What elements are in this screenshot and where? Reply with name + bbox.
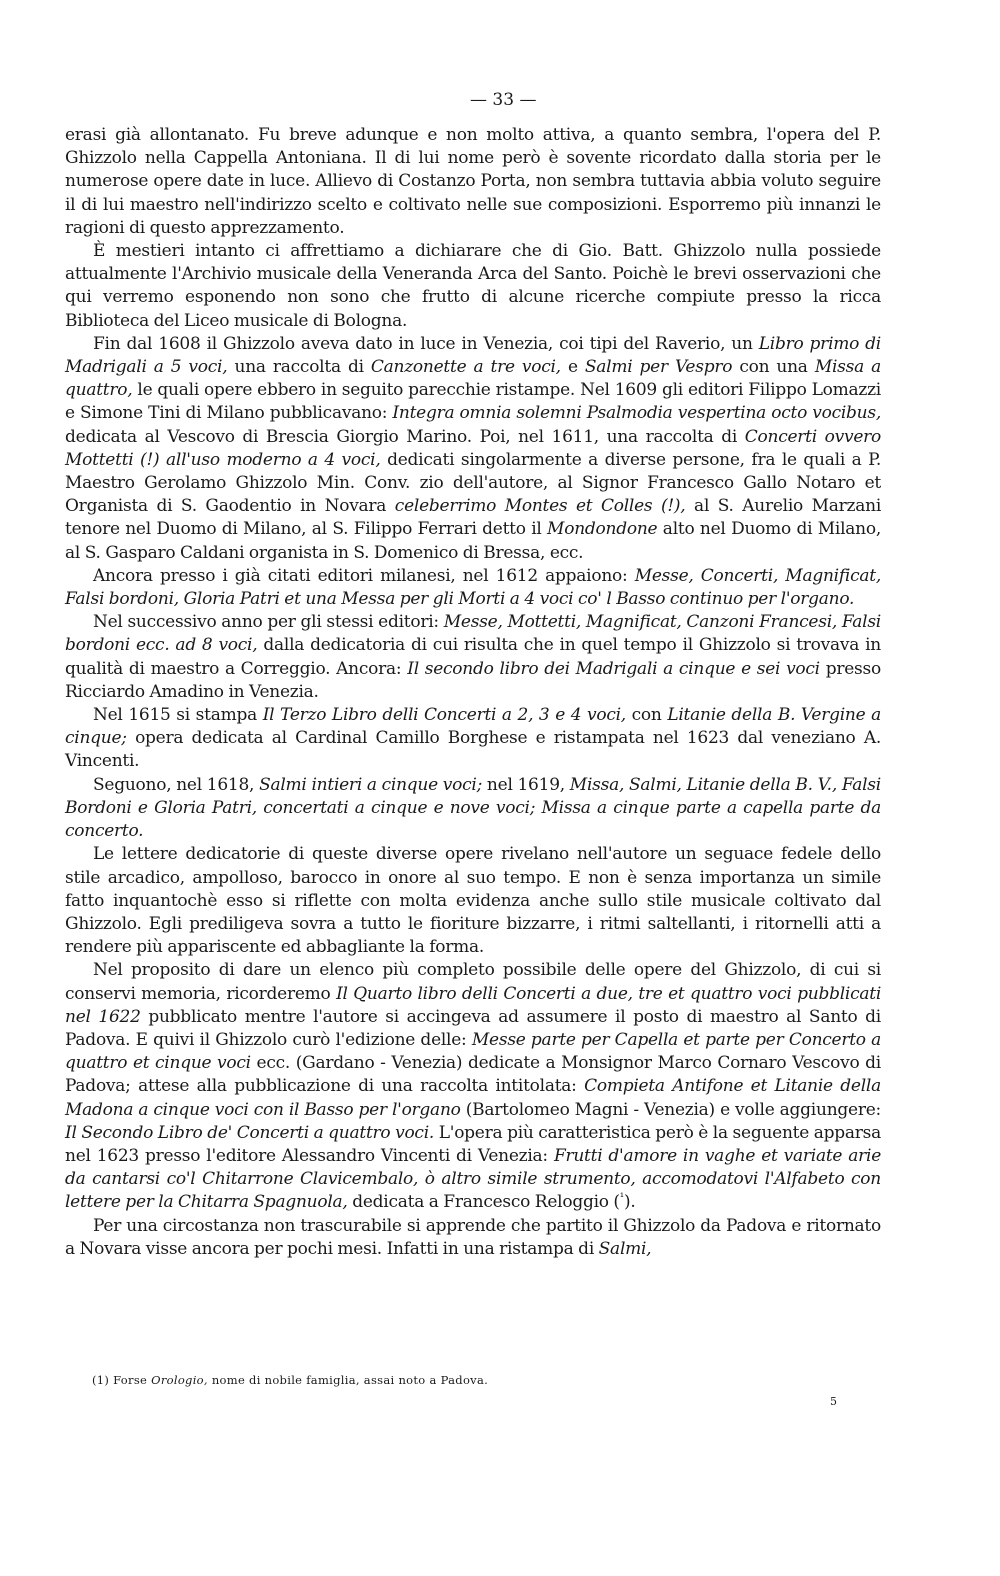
italic-title: Integra omnia solemni Psalmodia vespertina octo vocibus,: [392, 403, 881, 424]
page-number: — 33 —: [470, 90, 537, 110]
text-run: pubblicato mentre l'autore si accingeva ad assumere il posto di maestro al Santo di Padova. E quivi il Ghizzolo curò l'edizione delle:: [65, 1006, 881, 1050]
italic-title: Il Secondo Libro de' Concerti a quattro voci.: [65, 1122, 435, 1143]
text-run: erasi già allontanato. Fu breve adunque e non molto attiva, a quanto sembra, l'opera del P. Ghizzolo nella Cappella Antoniana. Il di lui nome però è sovente ricordato dalla storia per le numerose opere date in luce. Allievo di Costanzo Porta, non sembra tuttavia abbia voluto seguire il di lui maestro nell'indirizzo scelto e coltivato nelle sue composizioni. Esporremo più innanzi le ragioni di questo apprezzamento.: [65, 125, 881, 238]
italic-title: Il Quarto libro delli Concerti a due, tre et quattro voci pubblicati nel 1622: [65, 983, 882, 1027]
italic-title: Messe, Mottetti, Magnificat, Canzoni Francesi, Falsi bordoni ecc. ad 8 voci,: [65, 612, 881, 656]
italic-title: Messe, Concerti, Magnificat, Falsi bordoni, Gloria Patri et una Messa per gli Morti a 4 voci co' l Basso continuo per l'organo.: [65, 565, 881, 610]
text-run: al S. Aurelio Marzani tenore nel Duomo di Milano, al S. Filippo Ferrari detto il: [65, 496, 881, 540]
italic-title: Mondondone: [547, 519, 658, 540]
italic-title: Salmi per Vespro: [584, 357, 733, 378]
text-run: alto nel Duomo di Milano, al S. Gasparo Caldani organista in S. Domenico di Bressa, ecc.: [65, 519, 881, 563]
text-run: opera dedicata al Cardinal Camillo Borghese e ristampata nel 1623 dal veneziano A. Vincenti.: [65, 728, 881, 772]
italic-title: Compieta Antifone et Litanie della Madona a cinque voci con il Basso per l'organo: [65, 1076, 881, 1120]
text-run: (Bartolomeo Magni - Venezia) e volle aggiungere:: [460, 1099, 882, 1120]
text-run: Ancora presso i già citati editori milanesi, nel 1612 appaiono:: [93, 565, 635, 586]
italic-title: Libro primo di Madrigali a 5 voci,: [65, 333, 881, 378]
italic-title: Il secondo libro dei Madrigali a cinque e sei voci: [407, 658, 820, 679]
paragraph: [65, 240, 881, 333]
text-run: ¹: [619, 1190, 624, 1204]
text-run: nel 1619,: [482, 774, 570, 795]
italic-title: Missa, Salmi, Litanie della B. V., Falsi Bordoni e Gloria Patri, concertati a cinque e nove voci; Missa a cinque parte a capella parte da concerto.: [65, 774, 881, 842]
text-run: le quali opere ebbero in seguito parecchie ristampe. Nel 1609 gli editori Filippo Lomazzi e Simone Tini di Milano pubblicavano:: [65, 380, 881, 424]
italic-title: Messe parte per Capella et parte per Concerto a quattro et cinque voci: [65, 1029, 881, 1074]
text-run: Le lettere dedicatorie di queste diverse opere rivelano nell'autore un seguace fedele dello stile arcadico, ampolloso, barocco in onore al suo tempo. E non è senza importanza un simile fatto inquantochè esso si riflette con molta evidenza anche sullo stile musicale coltivato dal Ghizzolo. Egli prediligeva sovra a tutto le fioriture bizzarre, i ritmi saltellanti, i ritornelli atti a rendere più appariscente ed abbagliante la forma.: [65, 844, 881, 958]
italic-title: Concerti ovvero Mottetti (!) all'uso moderno a 4 voci,: [65, 426, 881, 470]
footnote: [92, 1373, 872, 1387]
footnote-text-pre: Forse: [109, 1373, 152, 1387]
text-run: una raccolta di: [227, 357, 371, 378]
text-run: Per una circostanza non trascurabile si apprende che partito il Ghizzolo da Padova e ritornato a Novara visse ancora per pochi mesi. Infatti in una ristampa di: [65, 1215, 881, 1259]
italic-title: Canzonette a tre voci,: [370, 357, 561, 378]
paragraph: [65, 1215, 881, 1261]
paragraph: [65, 333, 881, 565]
text-run: presso Ricciardo Amadino in Venezia.: [65, 658, 881, 702]
text-run: ).: [623, 1192, 636, 1213]
printer-signature: 5: [830, 1395, 837, 1408]
text-run: Fin dal 1608 il Ghizzolo aveva dato in luce in Venezia, coi tipi del Raverio, un: [93, 333, 759, 354]
italic-title: Il Terzo Libro delli Concerti a 2, 3 e 4 voci,: [262, 705, 626, 726]
text-run: Seguono, nel 1618,: [93, 774, 260, 795]
paragraph: [65, 124, 881, 240]
italic-title: Salmi intieri a cinque voci;: [259, 774, 483, 795]
paragraph: [65, 843, 881, 959]
text-run: con: [625, 705, 668, 726]
paragraph: [65, 959, 881, 1214]
text-run: Nel successivo anno per gli stessi editori:: [93, 612, 444, 633]
italic-title: Salmi,: [598, 1238, 652, 1259]
text-run: dedicata al Vescovo di Brescia Giorgio Marino. Poi, nel 1611, una raccolta di: [65, 426, 745, 447]
text-run: Nel 1615 si stampa: [93, 705, 263, 726]
text-run: L'opera più caratteristica però è la seguente apparsa nel 1623 presso l'editore Alessandro Vincenti di Venezia:: [65, 1122, 882, 1166]
paragraph: [65, 565, 881, 611]
text-run: È mestieri intanto ci affrettiamo a dichiarare che di Gio. Batt. Ghizzolo nulla possiede attualmente l'Archivio musicale della Veneranda Arca del Santo. Poichè le brevi osservazioni che qui verremo esponendo non sono che frutto di alcune ricerche compiute presso la ricca Biblioteca del Liceo musicale di Bologna.: [65, 241, 881, 331]
paragraph: [65, 774, 881, 844]
text-run: dedicata a Francesco Reloggio (: [347, 1192, 620, 1213]
text-run: ecc. (Gardano - Venezia) dedicate a Monsignor Marco Cornaro Vescovo di Padova; attese alla pubblicazione di una raccolta intitolata:: [65, 1053, 881, 1097]
italic-title: Frutti d'amore in vaghe et variate arie da cantarsi co'l Chitarrone Clavicembalo, ò altro simile strumento, accomodatovi l'Alfabeto con lettere per la Chitarra Spagnuola,: [65, 1145, 882, 1213]
footnote-marker: (1): [92, 1373, 110, 1387]
text-run: con una: [732, 357, 815, 378]
italic-title: celeberrimo Montes et Colles (!),: [394, 496, 686, 517]
text-run: e: [560, 357, 585, 378]
text-run: dedicati singolarmente a diverse persone, fra le quali a P. Maestro Gerolamo Ghizzolo Min. Conv. zio dell'autore, al Signor Francesco Gallo Notaro et Organista di S. Gaodentio in Novara: [65, 449, 881, 517]
text-run: dalla dedicatoria di cui risulta che in quel tempo il Ghizzolo si trovava in qualità di maestro a Correggio. Ancora:: [65, 635, 882, 679]
body-text: [65, 124, 881, 1261]
italic-title: Litanie della B. Vergine a cinque;: [65, 705, 882, 749]
paragraph: [65, 611, 881, 704]
paragraph: [65, 704, 881, 774]
footnote-text-italic: Orologio,: [151, 1373, 208, 1387]
text-run: Nel proposito di dare un elenco più completo possibile delle opere del Ghizzolo, di cui si conservi memoria, ricorderemo: [65, 960, 881, 1004]
footnote-text-post: nome di nobile famiglia, assai noto a Padova.: [207, 1373, 489, 1387]
italic-title: Missa a quattro,: [65, 357, 881, 401]
